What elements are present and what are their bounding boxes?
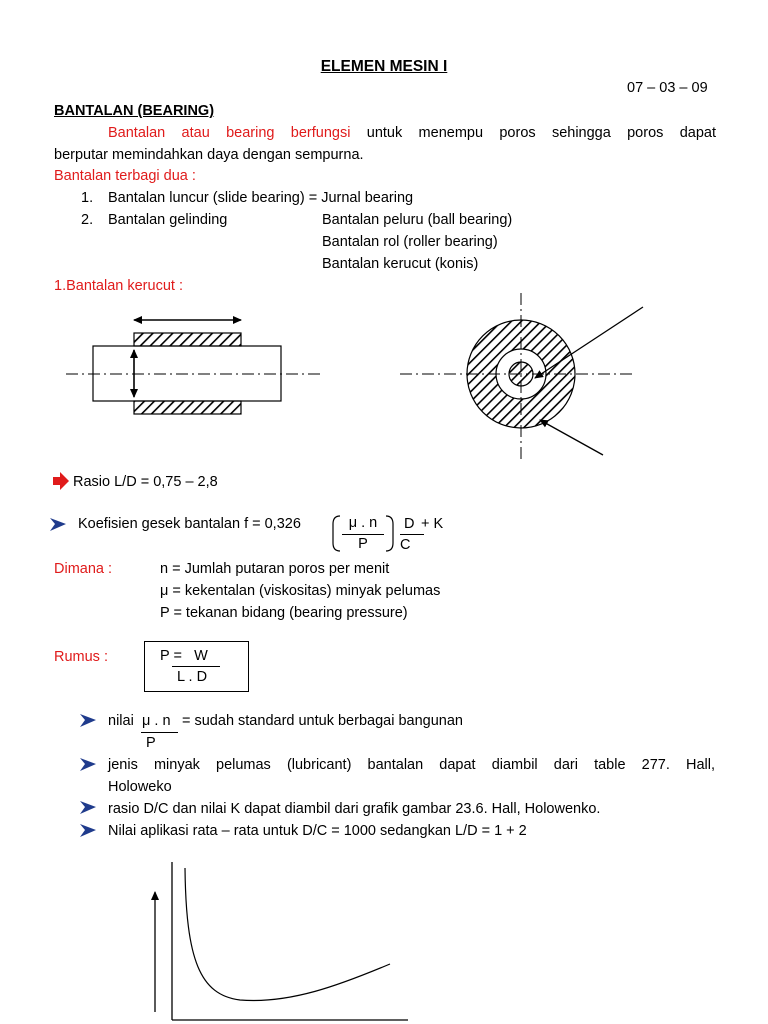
formula-numerator: W xyxy=(194,648,208,664)
subtype-cone: Bantalan kerucut (konis) xyxy=(322,256,479,272)
bullet-3: rasio D/C dan nilai K dapat diambil dari grafik gambar 23.6. Hall, Holowenko. xyxy=(108,801,601,817)
chevron-icon xyxy=(80,801,96,814)
side-view-drawing xyxy=(66,320,322,414)
subtype-ball: Bantalan peluru (ball bearing) xyxy=(322,212,513,228)
curve-graph xyxy=(155,862,408,1020)
friction-p: P xyxy=(358,536,368,552)
bullet-1-num: μ . n xyxy=(142,713,171,729)
friction-c: C xyxy=(400,537,411,553)
bearing-top-shell xyxy=(134,333,241,346)
bullet-4: Nilai aplikasi rata – rata untuk D/C = 1000 sedangkan L/D = 1 + 2 xyxy=(108,823,527,839)
types-item-1-num: 1. xyxy=(81,190,94,206)
bullet-1-den: P xyxy=(146,735,156,751)
fraction-line xyxy=(342,534,384,535)
types-heading: Bantalan terbagi dua : xyxy=(54,168,196,184)
date: 07 – 03 – 09 xyxy=(627,80,708,96)
intro-line-2: berputar memindahkan daya dengan sempurna. xyxy=(54,147,364,163)
types-item-2-text: Bantalan gelinding xyxy=(108,212,228,228)
leader-outer xyxy=(540,420,603,455)
fraction-line xyxy=(172,666,220,667)
chevron-icon xyxy=(50,518,66,531)
friction-mu-n: μ . n xyxy=(348,515,378,531)
curve-line xyxy=(185,868,390,1001)
page-title: ELEMEN MESIN I xyxy=(320,58,448,75)
cone-heading: 1.Bantalan kerucut : xyxy=(54,278,183,294)
friction-label: Koefisien gesek bantalan f = 0,326 xyxy=(78,516,301,532)
ratio-text: Rasio L/D = 0,75 – 2,8 xyxy=(73,474,218,490)
where-label: Dimana : xyxy=(54,561,113,577)
formula-p-eq: P = xyxy=(160,648,182,664)
fraction-line xyxy=(141,732,178,733)
formula-denominator: L . D xyxy=(176,669,208,685)
fraction-line xyxy=(400,534,424,535)
red-arrow-icon xyxy=(53,472,69,490)
intro-rest: untuk menempu poros sehingga poros dapat xyxy=(350,125,716,141)
section-heading: BANTALAN (BEARING) xyxy=(54,103,215,119)
where-item-mu: μ = kekentalan (viskositas) minyak pelumas xyxy=(160,583,441,599)
types-item-1-text: Bantalan luncur (slide bearing) = Jurnal bearing xyxy=(108,190,414,206)
bullet-2-line-2: Holoweko xyxy=(108,779,172,795)
formula-label: Rumus : xyxy=(54,649,108,665)
bearing-bottom-shell xyxy=(134,401,241,414)
bullet-1-prefix: nilai xyxy=(108,713,134,729)
chevron-icon xyxy=(80,714,96,727)
bullet-2-line-1: jenis minyak pelumas (lubricant) bantalan dapat diambil dari table 277. Hall, xyxy=(108,757,715,773)
where-item-n: n = Jumlah putaran poros per menit xyxy=(160,561,390,577)
subtype-roller: Bantalan rol (roller bearing) xyxy=(322,234,498,250)
chevron-icon xyxy=(80,824,96,837)
friction-d: D xyxy=(404,516,415,532)
friction-plus-k: + K xyxy=(421,516,444,532)
front-view-drawing xyxy=(400,293,643,460)
bullet-1-suffix: = sudah standard untuk berbagai bangunan xyxy=(182,713,463,729)
where-item-p: P = tekanan bidang (bearing pressure) xyxy=(160,605,408,621)
types-item-2-num: 2. xyxy=(81,212,94,228)
chevron-icon xyxy=(80,758,96,771)
intro-red-text: Bantalan atau bearing berfungsi xyxy=(108,125,351,141)
